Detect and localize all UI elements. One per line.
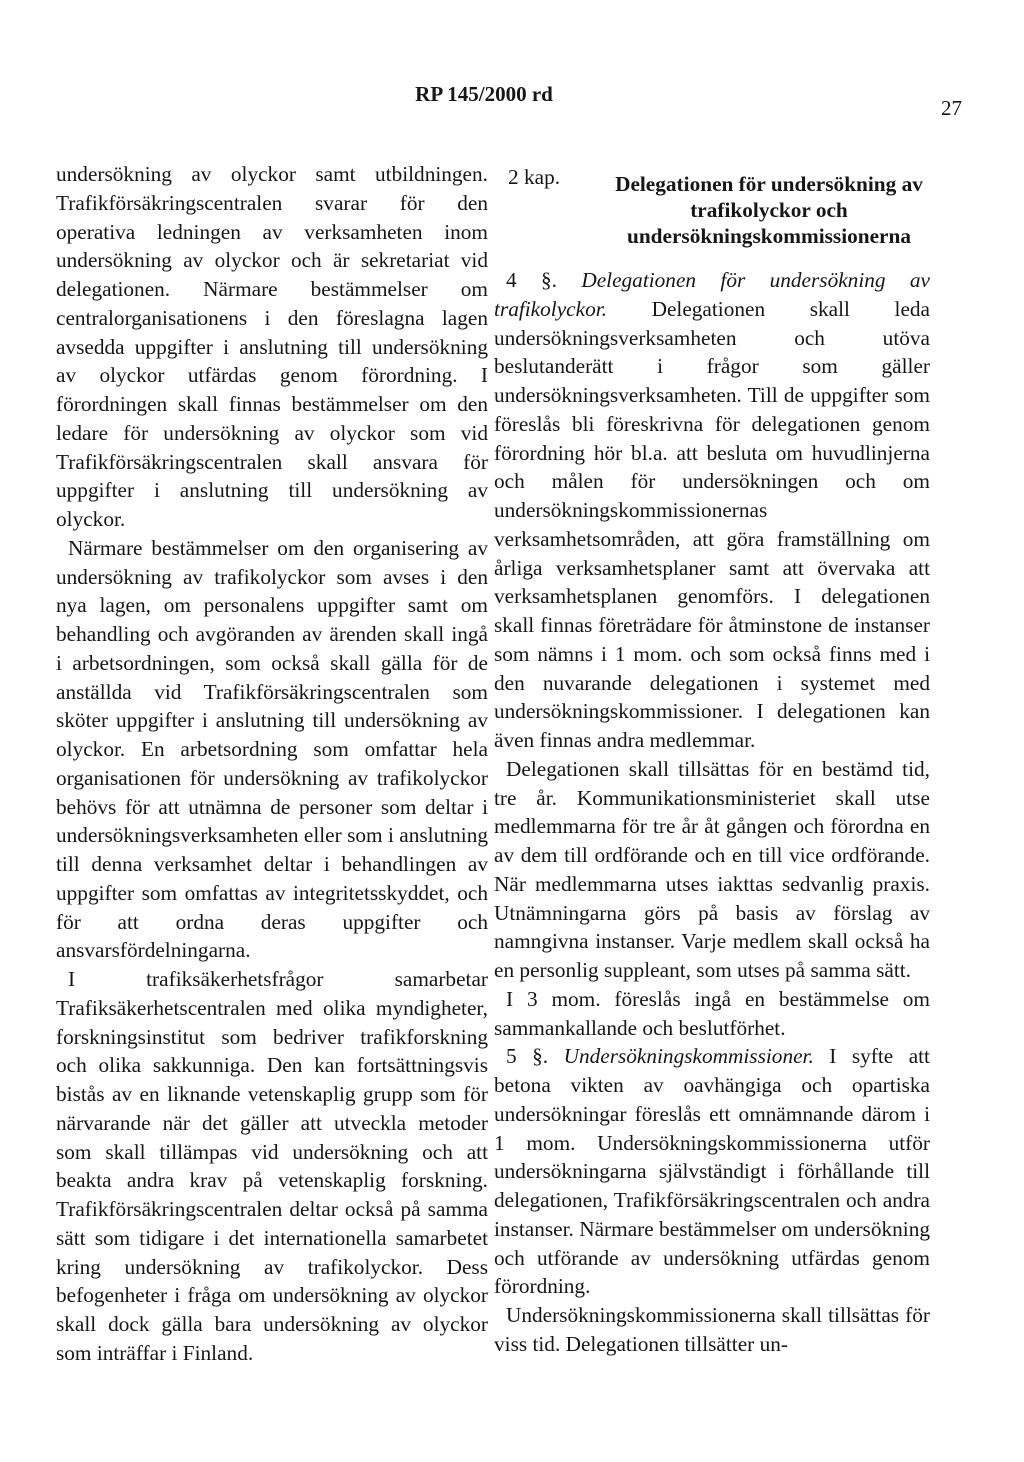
left-paragraph-3: I trafiksäkerhetsfrågor samarbetar Trafiksäkerhetscentralen med olika myndigheter, forskningsinstitut som bedriver trafikforskning och olika sakkunniga. Den kan fortsättningsvis bistås av en liknande vetenskaplig grupp som för närvarande när det gäller att utveckla metoder som skall tillämpas vid undersökning och att beakta andra krav på vetenskaplig forskning. Trafikförsäkringscentralen deltar också på samma sätt som tidigare i det internationella samarbetet kring undersökning av trafikolyckor. Dess befogenheter i fråga om undersökning av olyckor skall dock gälla bara undersökning av olyckor som inträffar i Finland.: [56, 967, 488, 1365]
section-5-paragraph: [494, 1042, 930, 1301]
section-4-paragraph: [494, 266, 930, 755]
left-column: [56, 160, 488, 1368]
section-4-number: 4 §.: [506, 268, 557, 292]
section-4-heading: Delegationen för undersökning av trafikolyckor.: [494, 268, 930, 321]
section-5-text: I syfte att betona vikten av oavhängiga och opartiska undersökningar föreslås ett omnämnande därom i 1 mom. Undersökningskommissionerna utför undersökningarna självständigt i förhållande till delegationen, Trafikförsäkringscentralen och andra instanser. Närmare bestämmelser om undersökning och utförande av undersökning utfärdas genom förordning.: [494, 1044, 930, 1299]
left-paragraph-2: Närmare bestämmelser om den organisering av undersökning av trafikolyckor som avses i den nya lagen, om personalens uppgifter samt om behandling och avgöranden av ärenden skall ingå i arbetsordningen, som också skall gälla för de anställda vid Trafikförsäkringscentralen som sköter uppgifter i anslutning till undersökning av olyckor. En arbetsordning som omfattar hela organisationen för undersökning av trafikolyckor behövs för att utnämna de personer som deltar i undersökningsverksamheten eller som i anslutning till denna verksamhet deltar i behandlingen av uppgifter som omfattas av integritetsskyddet, och för att ordna deras uppgifter och ansvarsfördelningarna.: [56, 535, 488, 963]
right-paragraph-2: Delegationen skall tillsättas för en bestämd tid, tre år. Kommunikationsministeriet skall utse medlemmarna för tre år åt gången och förordna en av dem till ordförande och en till vice ordförande. När medlemmarna utses iakttas sedvanlig praxis. Utnämningarna görs på basis av förslag av namngivna instanser. Varje medlem skall också ha en personlig suppleant, som utses på samma sätt.: [494, 756, 930, 982]
left-paragraph-1: undersökning av olyckor samt utbildningen. Trafikförsäkringscentralen svarar för den operativa ledningen av verksamheten inom undersökning av olyckor och är sekretariat vid delegationen. Närmare bestämmelser om centralorganisationens i den föreslagna lagen avsedda uppgifter i anslutning till undersökning av olyckor utfärdas genom förordning. I förordningen skall finnas bestämmelser om den ledare för undersökning av olyckor som vid Trafikförsäkringscentralen skall ansvara för uppgifter i anslutning till undersökning av olyckor.: [56, 162, 488, 531]
running-header: RP 145/2000 rd: [415, 82, 553, 106]
page-number: 27: [941, 96, 962, 120]
right-paragraph-5: Undersökningskommissionerna skall tillsättas för viss tid. Delegationen tillsätter un-: [494, 1303, 930, 1356]
right-paragraph-3: I 3 mom. föreslås ingå en bestämmelse om sammankallande och beslutförhet.: [494, 986, 930, 1040]
section-5-heading: Undersökningskommissioner.: [563, 1044, 814, 1069]
chapter-title: Delegationen för undersökning av trafikolyckor och undersökningskommissionerna: [615, 172, 923, 248]
section-5-number: 5 §.: [506, 1044, 549, 1069]
right-column: [494, 163, 930, 1359]
chapter-heading: [494, 163, 930, 249]
section-4-text: Delegationen skall leda undersökningsverksamheten och utöva beslutanderätt i frågor som gäller undersökningsverksamheten. Till de uppgifter som föreslås bli föreskrivna för delegationen genom förordning hör bl.a. att besluta om huvudlinjerna och målen för undersökningen och om undersökningskommissionernas verksamhetsområden, att göra framställning om årliga verksamhetsplaner samt att övervaka att verksamhetsplanen genomförs. I delegationen skall finnas företrädare för åtminstone de instanser som nämns i 1 mom. och som också finns med i den nuvarande delegationen i systemet med undersökningskommissioner. I delegationen kan även finnas andra medlemmar.: [494, 296, 930, 752]
chapter-label: 2 kap.: [508, 165, 561, 189]
